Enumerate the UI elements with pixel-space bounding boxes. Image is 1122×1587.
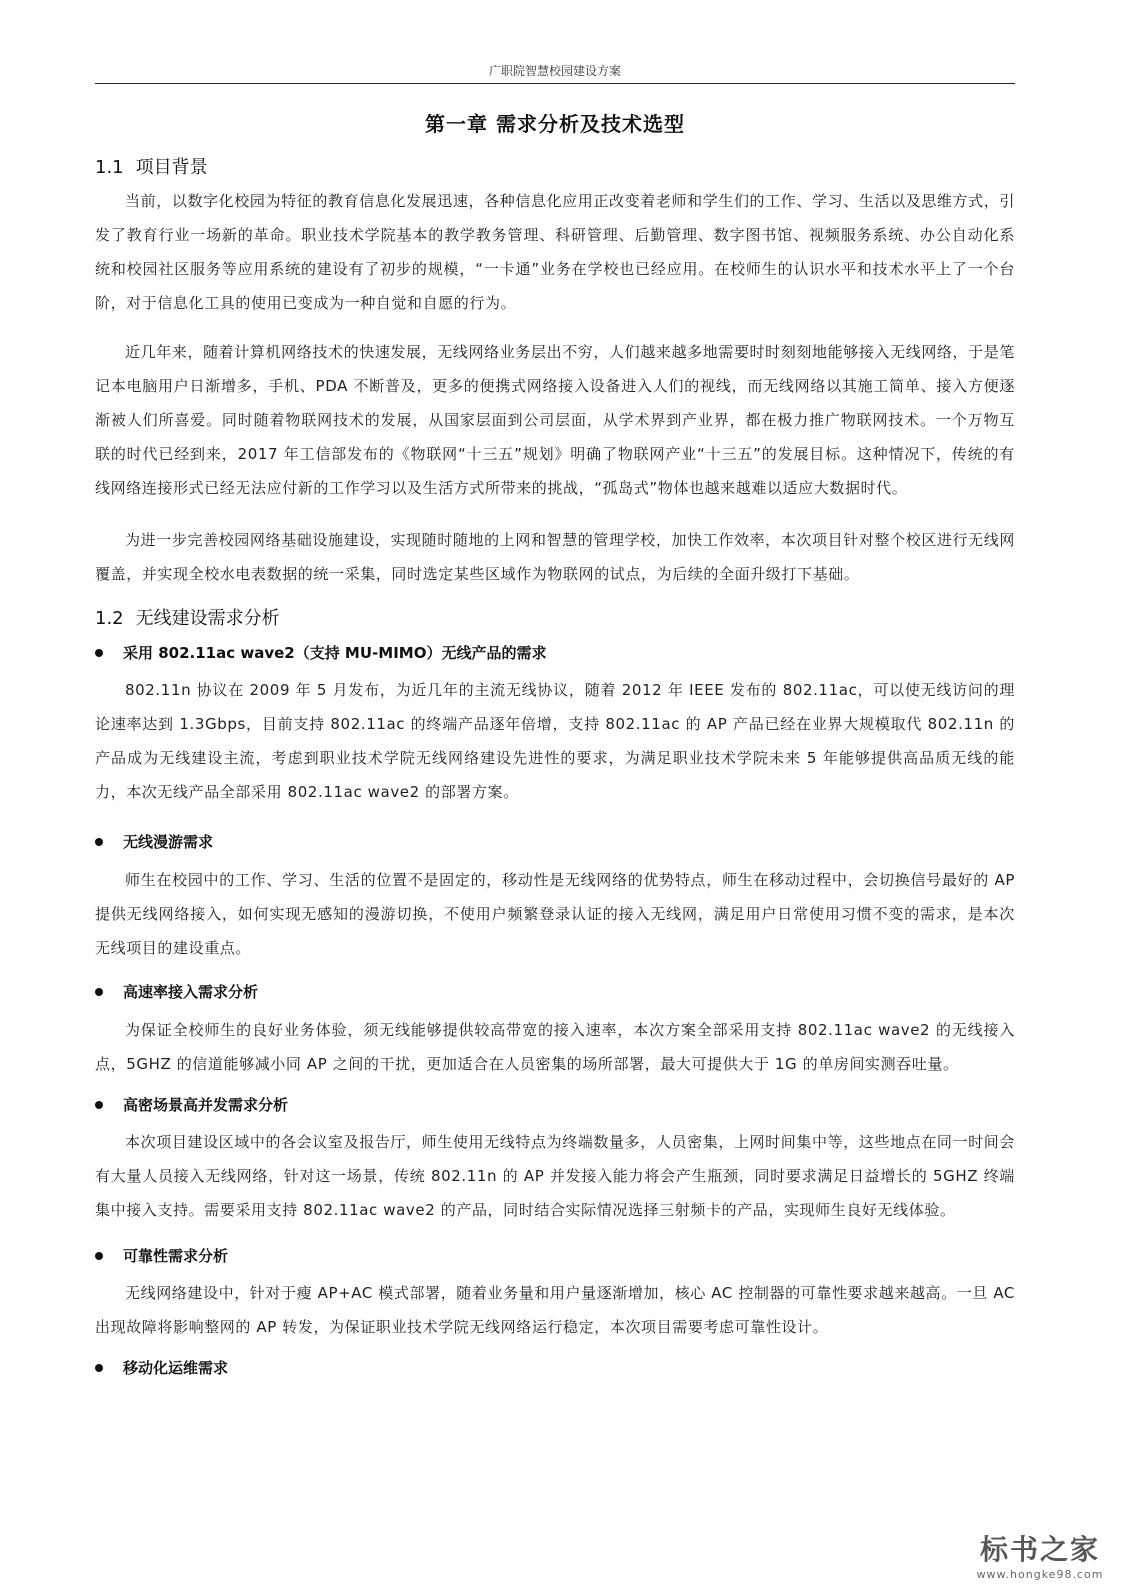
- paragraph: 本次项目建设区域中的各会议室及报告厅，师生使用无线特点为终端数量多，人员密集，上网时间集中等，这些地点在同一时间会有大量人员接入无线网络，针对这一场景，传统 802.11n 的 AP 并发接入能力将会产生瓶颈，同时要求满足日益增长的 5GHZ 终端集中接入支持。需要采用支持 802.11ac wave2 的产品，同时结合实际情况选择三射频卡的产品，实现师生良好无线体验。: [95, 1133, 1015, 1219]
- bullet-heading-text: 高速率接入需求分析: [123, 983, 259, 1001]
- bullet-heading-text: 可靠性需求分析: [123, 1247, 229, 1265]
- paragraph: 师生在校园中的工作、学习、生活的位置不是固定的，移动性是无线网络的优势特点，师生在移动过程中，会切换信号最好的 AP 提供无线网络接入，如何实现无感知的漫游切换，不使用户频繁登录认证的接入无线网，满足用户日常使用习惯不变的需求，是本次无线项目的建设重点。: [95, 871, 1015, 957]
- bullet-dot: [95, 988, 103, 996]
- section-title: 项目背景: [135, 157, 208, 178]
- bullet-heading-text: 无线漫游需求: [123, 833, 214, 851]
- bullet-heading-text: 高密场景高并发需求分析: [123, 1096, 289, 1114]
- section-title: 无线建设需求分析: [135, 608, 280, 629]
- paragraph: 为保证全校师生的良好业务体验，须无线能够提供较高带宽的接入速率，本次方案全部采用支持 802.11ac wave2 的无线接入点，5GHZ 的信道能够减小同 AP 之间的干扰，更加适合在人员密集的场所部署，最大可提供大于 1G 的单房间实测吞吐量。: [95, 1021, 1015, 1073]
- section-number: 1.1: [95, 157, 124, 178]
- paragraph: 为进一步完善校园网络基础设施建设，实现随时随地的上网和智慧的管理学校，加快工作效率，本次项目针对整个校区进行无线网覆盖，并实现全校水电表数据的统一采集，同时选定某些区域作为物联网的试点，为后续的全面升级打下基础。: [95, 531, 1015, 583]
- bullet-heading: [95, 831, 213, 852]
- chapter-title: 第一章 需求分析及技术选型: [425, 112, 685, 136]
- bullet-dot: [95, 1101, 103, 1109]
- section-heading-1-2: [95, 604, 280, 630]
- bullet-heading-text: 采用 802.11ac wave2（支持 MU-MIMO）无线产品的需求: [123, 644, 547, 662]
- bullet-heading: [95, 642, 546, 663]
- bullet-dot: [95, 649, 103, 657]
- bullet-heading-text: 移动化运维需求: [123, 1359, 229, 1377]
- bullet-heading: [95, 1357, 228, 1378]
- bullet-heading: [95, 1245, 228, 1266]
- watermark-url: www.hongke98.com: [976, 1568, 1104, 1581]
- section-heading-1-1: [95, 153, 208, 179]
- bullet-dot: [95, 1252, 103, 1260]
- watermark-logo: [970, 1528, 1110, 1581]
- bullet-dot: [95, 1364, 103, 1372]
- paragraph: 无线网络建设中，针对于瘦 AP+AC 模式部署，随着业务量和用户量逐渐增加，核心 AC 控制器的可靠性要求越来越高。一旦 AC 出现故障将影响整网的 AP 转发，为保证职业技术学院无线网络运行稳定，本次项目需要考虑可靠性设计。: [95, 1284, 1015, 1336]
- paragraph: 近几年来，随着计算机网络技术的快速发展，无线网络业务层出不穷，人们越来越多地需要时时刻刻地能够接入无线网络，于是笔记本电脑用户日渐增多，手机、PDA 不断普及，更多的便携式网络接入设备进入人们的视线，而无线网络以其施工简单、接入方便逐渐被人们所喜爱。同时随着物联网技术的发展，从国家层面到公司层面，从学术界到产业界，都在极力推广物联网技术。一个万物互联的时代已经到来，2017 年工信部发布的《物联网“十三五”规划》明确了物联网产业“十三五”的发展目标。这种情况下，传统的有线网络连接形式已经无法应付新的工作学习以及生活方式所带来的挑战，“孤岛式”物体也越来越难以适应大数据时代。: [95, 343, 1015, 497]
- paragraph: 当前，以数字化校园为特征的教育信息化发展迅速，各种信息化应用正改变着老师和学生们的工作、学习、生活以及思维方式，引发了教育行业一场新的革命。职业技术学院基本的教学教务管理、科研管理、后勤管理、数字图书馆、视频服务系统、办公自动化系统和校园社区服务等应用系统的建设有了初步的规模，“一卡通”业务在学校也已经应用。在校师生的认识水平和技术水平上了一个台阶，对于信息化工具的使用已变成为一种自觉和自愿的行为。: [95, 192, 1015, 312]
- section-number: 1.2: [95, 608, 124, 629]
- bullet-heading: [95, 981, 258, 1002]
- bullet-dot: [95, 838, 103, 846]
- watermark-title: 标书之家: [979, 1533, 1100, 1566]
- running-header: 广职院智慧校园建设方案: [95, 62, 1015, 84]
- paragraph: 802.11n 协议在 2009 年 5 月发布，为近几年的主流无线协议，随着 2012 年 IEEE 发布的 802.11ac，可以使无线访问的理论速率达到 1.3Gbps，目前支持 802.11ac 的终端产品逐年倍增，支持 802.11ac 的 AP 产品已经在业界大规模取代 802.11n 的产品成为无线建设主流，考虑到职业技术学院无线网络建设先进性的要求，为满足职业技术学院未来 5 年能够提供高品质无线的能力，本次无线产品全部采用 802.11ac wave2 的部署方案。: [95, 681, 1015, 801]
- bullet-heading: [95, 1094, 288, 1115]
